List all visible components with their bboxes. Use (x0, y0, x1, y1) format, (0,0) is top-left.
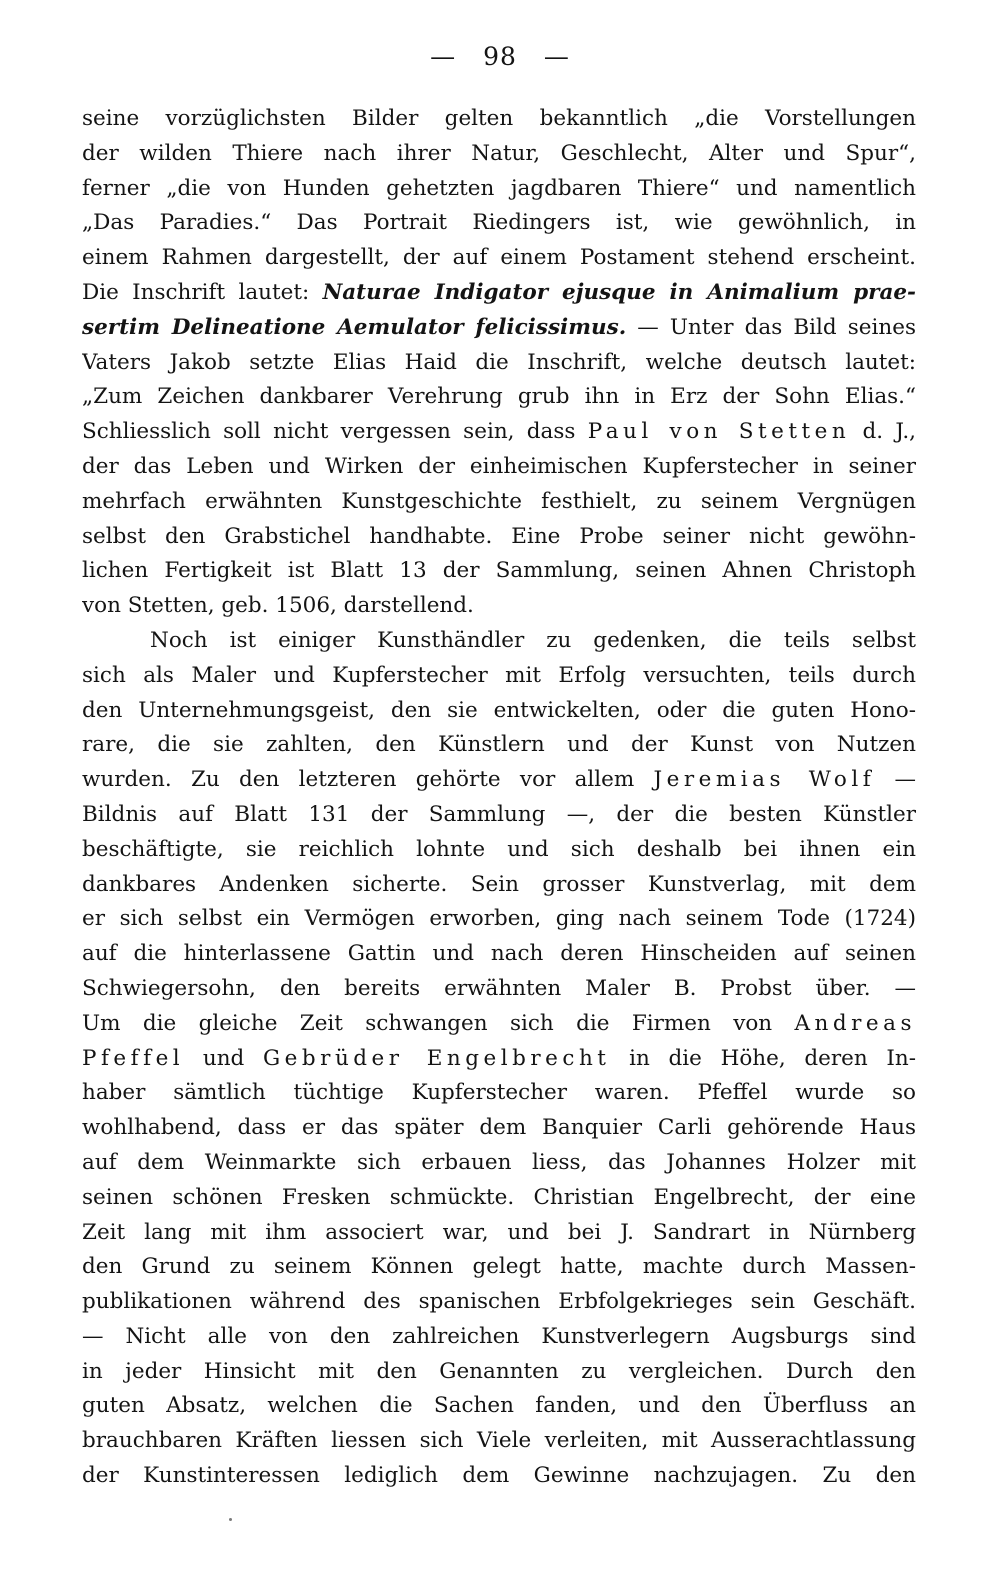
text-segment: wurden. Zu den letzteren gehörte vor allem (82, 767, 654, 793)
text-line: rare, die sie zahlten, den Künstlern und der Kunst von Nutzen (82, 732, 916, 758)
text-line: haber sämtlich tüchtige Kupferstecher waren. Pfeffel wurde so (82, 1080, 916, 1106)
text-line: brauchbaren Kräften liessen sich Viele verleiten, mit Ausserachtlassung (82, 1428, 916, 1454)
text-line: Zeit lang mit ihm associert war, und bei J. Sandrart in Nürnberg (82, 1219, 916, 1245)
text-line: dankbares Andenken sicherte. Sein grosser Kunstverlag, mit dem (82, 871, 916, 897)
text-line: guten Absatz, welchen die Sachen fanden, und den Überfluss an (82, 1393, 916, 1419)
text-segment: — (875, 767, 916, 793)
spaced-name: Pfeffel (82, 1045, 185, 1071)
text-line (82, 311, 916, 346)
spaced-name: Andreas (794, 1010, 916, 1036)
print-speck (229, 1518, 232, 1521)
text-line: auf die hinterlassene Gattin und nach deren Hinscheiden auf seinen (82, 941, 916, 967)
text-line: der wilden Thiere nach ihrer Natur, Geschlecht, Alter und Spur“, (82, 140, 916, 166)
text-line: er sich selbst ein Vermögen erworben, ging nach seinem Tode (1724) (82, 906, 916, 932)
text-line: Bildnis auf Blatt 131 der Sammlung —, der die besten Künstler (82, 801, 916, 827)
text-line (82, 1007, 916, 1042)
text-segment: d. J., (850, 419, 916, 445)
text-line: der Kunstinteressen lediglich dem Gewinne nachzujagen. Zu den (82, 1463, 916, 1489)
text-segment: — Unter das Bild seines (626, 314, 916, 340)
text-line: lichen Fertigkeit ist Blatt 13 der Sammlung, seinen Ahnen Christoph (82, 558, 916, 584)
text-segment: Um die gleiche Zeit schwangen sich die Firmen von (82, 1010, 795, 1036)
page-number (0, 42, 1000, 71)
text-line (82, 415, 916, 450)
text-line: mehrfach erwähnten Kunstgeschichte festhielt, zu seinem Vergnügen (82, 488, 916, 514)
text-line (82, 1042, 916, 1077)
text-line: sich als Maler und Kupferstecher mit Erfolg versuchten, teils durch (82, 662, 916, 688)
text-line: „Zum Zeichen dankbarer Verehrung grub ihn in Erz der Sohn Elias.“ (82, 384, 916, 410)
text-line: den Grund zu seinem Können gelegt hatte, machte durch Massen- (82, 1254, 916, 1280)
text-line: Schwiegersohn, den bereits erwähnten Maler B. Probst über. — (82, 975, 916, 1001)
text-segment: in die Höhe, deren In- (610, 1045, 916, 1071)
text-segment: und (184, 1045, 263, 1071)
text-line (82, 276, 916, 311)
text-line: selbst den Grabstichel handhabte. Eine Probe seiner nicht gewöhn- (82, 523, 916, 549)
text-line: seine vorzüglichsten Bilder gelten bekanntlich „die Vorstellungen (82, 106, 916, 131)
text-segment: Schliesslich soll nicht vergessen sein, dass (82, 419, 588, 445)
text-line: „Das Paradies.“ Das Portrait Riedingers ist, wie gewöhnlich, in (82, 210, 916, 236)
text-line: — Nicht alle von den zahlreichen Kunstverlegern Augsburgs sind (82, 1323, 916, 1349)
text-line: von Stetten, geb. 1506, darstellend. (82, 593, 474, 619)
text-line: publikationen während des spanischen Erbfolgekrieges sein Geschäft. (82, 1289, 916, 1315)
text-line: in jeder Hinsicht mit den Genannten zu vergleichen. Durch den (82, 1358, 916, 1384)
text-line: wohlhabend, dass er das später dem Banquier Carli gehörende Haus (82, 1115, 916, 1141)
spaced-name: Gebrüder Engelbrecht (263, 1045, 611, 1071)
latin-inscription: Naturae Indigator ejusque in Animalium prae- (322, 279, 916, 305)
body-text (82, 102, 916, 1494)
text-line: den Unternehmungsgeist, den sie entwickelten, oder die guten Hono- (82, 697, 916, 723)
text-line (82, 763, 916, 798)
text-line: Noch ist einiger Kunsthändler zu gedenken, die teils selbst (150, 627, 916, 653)
text-line: der das Leben und Wirken der einheimischen Kupferstecher in seiner (82, 453, 916, 479)
latin-inscription: sertim Delineatione Aemulator felicissimus. (82, 314, 627, 340)
text-line: Vaters Jakob setzte Elias Haid die Inschrift, welche deutsch lautet: (82, 349, 916, 375)
spaced-name: Paul von Stetten (587, 419, 851, 445)
page-number-dash-left: — (430, 42, 457, 71)
text-line: beschäftigte, sie reichlich lohnte und sich deshalb bei ihnen ein (82, 836, 916, 862)
text-segment: Die Inschrift lautet: (82, 279, 323, 305)
text-line: einem Rahmen dargestellt, der auf einem Postament stehend erscheint. (82, 245, 916, 271)
text-line: ferner „die von Hunden gehetzten jagdbaren Thiere“ und namentlich (82, 175, 916, 201)
page-number-dash-right: — (543, 42, 570, 71)
page-number-value: 98 (483, 42, 517, 71)
text-line: auf dem Weinmarkte sich erbauen liess, das Johannes Holzer mit (82, 1149, 916, 1175)
text-line: seinen schönen Fresken schmückte. Christian Engelbrecht, der eine (82, 1184, 916, 1210)
spaced-name: Jeremias Wolf (653, 767, 876, 793)
